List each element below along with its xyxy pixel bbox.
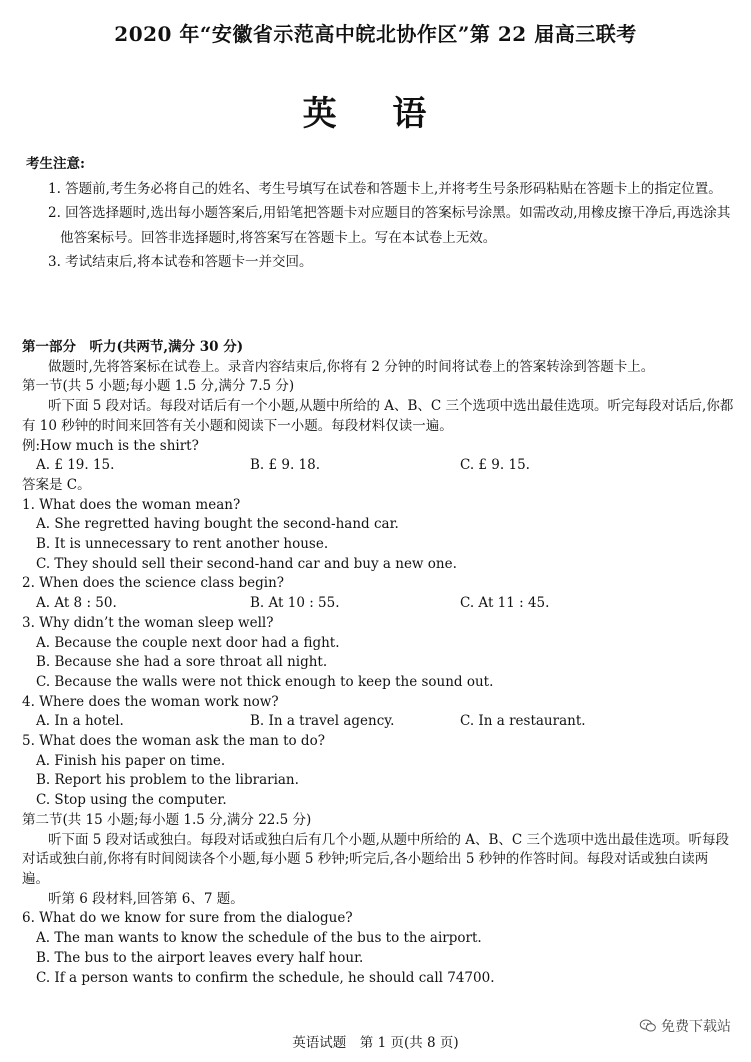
- section1-intro: 听下面 5 段对话。每段对话后有一个小题,从题中所给的 A、B、C 三个选项中选出最佳选项。听完每段对话后,你都有 10 秒钟的时间来回答有关小题和阅读下一小题。每段材料仅读一遍。: [22, 398, 734, 434]
- watermark-text: 免费下载站: [661, 1019, 731, 1035]
- section2-intro: 听下面 5 段对话或独白。每段对话或独白后有几个小题,从题中所给的 A、B、C 三个选项中选出最佳选项。听每段对话或独白前,你将有时间阅读各个小题,每小题 5 秒钟;听完后,各小题给出 5 秒钟的作答时间。每段对话或独白读两遍。: [22, 831, 730, 887]
- example-question: 例:How much is the shirt?: [22, 437, 199, 454]
- option: B. It is unnecessary to rent another house.: [36, 536, 329, 553]
- question-6: 6. What do we know for sure from the dialogue?: [22, 910, 353, 927]
- material-6-note: 听第 6 段材料,回答第 6、7 题。: [48, 890, 244, 907]
- option: B. The bus to the airport leaves every half hour.: [36, 949, 364, 966]
- part-title: 第一部分 听力(共两节,满分 30 分): [22, 339, 244, 355]
- question-1: 1. What does the woman mean?: [22, 496, 241, 513]
- option: B. Because she had a sore throat all night.: [36, 654, 328, 671]
- example-answer: 答案是 C。: [22, 476, 91, 493]
- option: A. She regretted having bought the second-hand car.: [36, 516, 399, 533]
- notice-item: 1. 答题前,考生务必将自己的姓名、考生号填写在试卷和答题卡上,并将考生号条形码粘贴在答题卡上的指定位置。: [48, 180, 722, 197]
- listening-part: [22, 338, 734, 988]
- page-footer: 英语试题 第 1 页(共 8 页): [292, 1035, 459, 1051]
- option: C. Stop using the computer.: [36, 792, 227, 809]
- option: A. The man wants to know the schedule of the bus to the airport.: [36, 930, 482, 947]
- option: C. They should sell their second-hand car and buy a new one.: [36, 555, 457, 572]
- question-2: 2. When does the science class begin?: [22, 575, 285, 592]
- option: B. Report his problem to the librarian.: [36, 772, 299, 789]
- question-5: 5. What does the woman ask the man to do?: [22, 733, 325, 750]
- question-2-options: A. At 8 : 50. B. At 10 : 55. C. At 11 : 45.: [36, 595, 550, 612]
- notice-item: 3. 考试结束后,将本试卷和答题卡一并交回。: [48, 254, 313, 270]
- option: C. Because the walls were not thick enough to keep the sound out.: [36, 673, 494, 690]
- part-intro: 做题时,先将答案标在试卷上。录音内容结束后,你将有 2 分钟的时间将试卷上的答案转涂到答题卡上。: [48, 358, 655, 375]
- subject-title: 英 语: [302, 94, 449, 134]
- exam-notice: [26, 152, 738, 275]
- option: A. Because the couple next door had a fight.: [36, 634, 340, 651]
- exam-title: 2020 年“安徽省示范高中皖北协作区”第 22 届高三联考: [114, 22, 637, 46]
- section1-title: 第一节(共 5 小题;每小题 1.5 分,满分 7.5 分): [22, 378, 295, 395]
- example-options: A. £ 19. 15. B. £ 9. 18. C. £ 9. 15.: [36, 457, 530, 474]
- wechat-icon: [639, 1019, 657, 1033]
- question-3: 3. Why didn’t the woman sleep well?: [22, 614, 274, 631]
- notice-title: 考生注意:: [26, 156, 85, 172]
- option: A. Finish his paper on time.: [36, 752, 226, 769]
- question-4: 4. Where does the woman work now?: [22, 693, 279, 710]
- option: C. If a person wants to confirm the schedule, he should call 74700.: [36, 969, 495, 986]
- question-4-options: A. In a hotel. B. In a travel agency. C. In a restaurant.: [36, 713, 586, 730]
- watermark: [639, 1016, 731, 1036]
- section2-title: 第二节(共 15 小题;每小题 1.5 分,满分 22.5 分): [22, 811, 312, 828]
- notice-item: 2. 回答选择题时,选出每小题答案后,用铅笔把答题卡对应题目的答案标号涂黑。如需改动,用橡皮擦干净后,再选涂其他答案标号。回答非选择题时,将答案写在答题卡上。写在本试卷上无效。: [48, 205, 731, 246]
